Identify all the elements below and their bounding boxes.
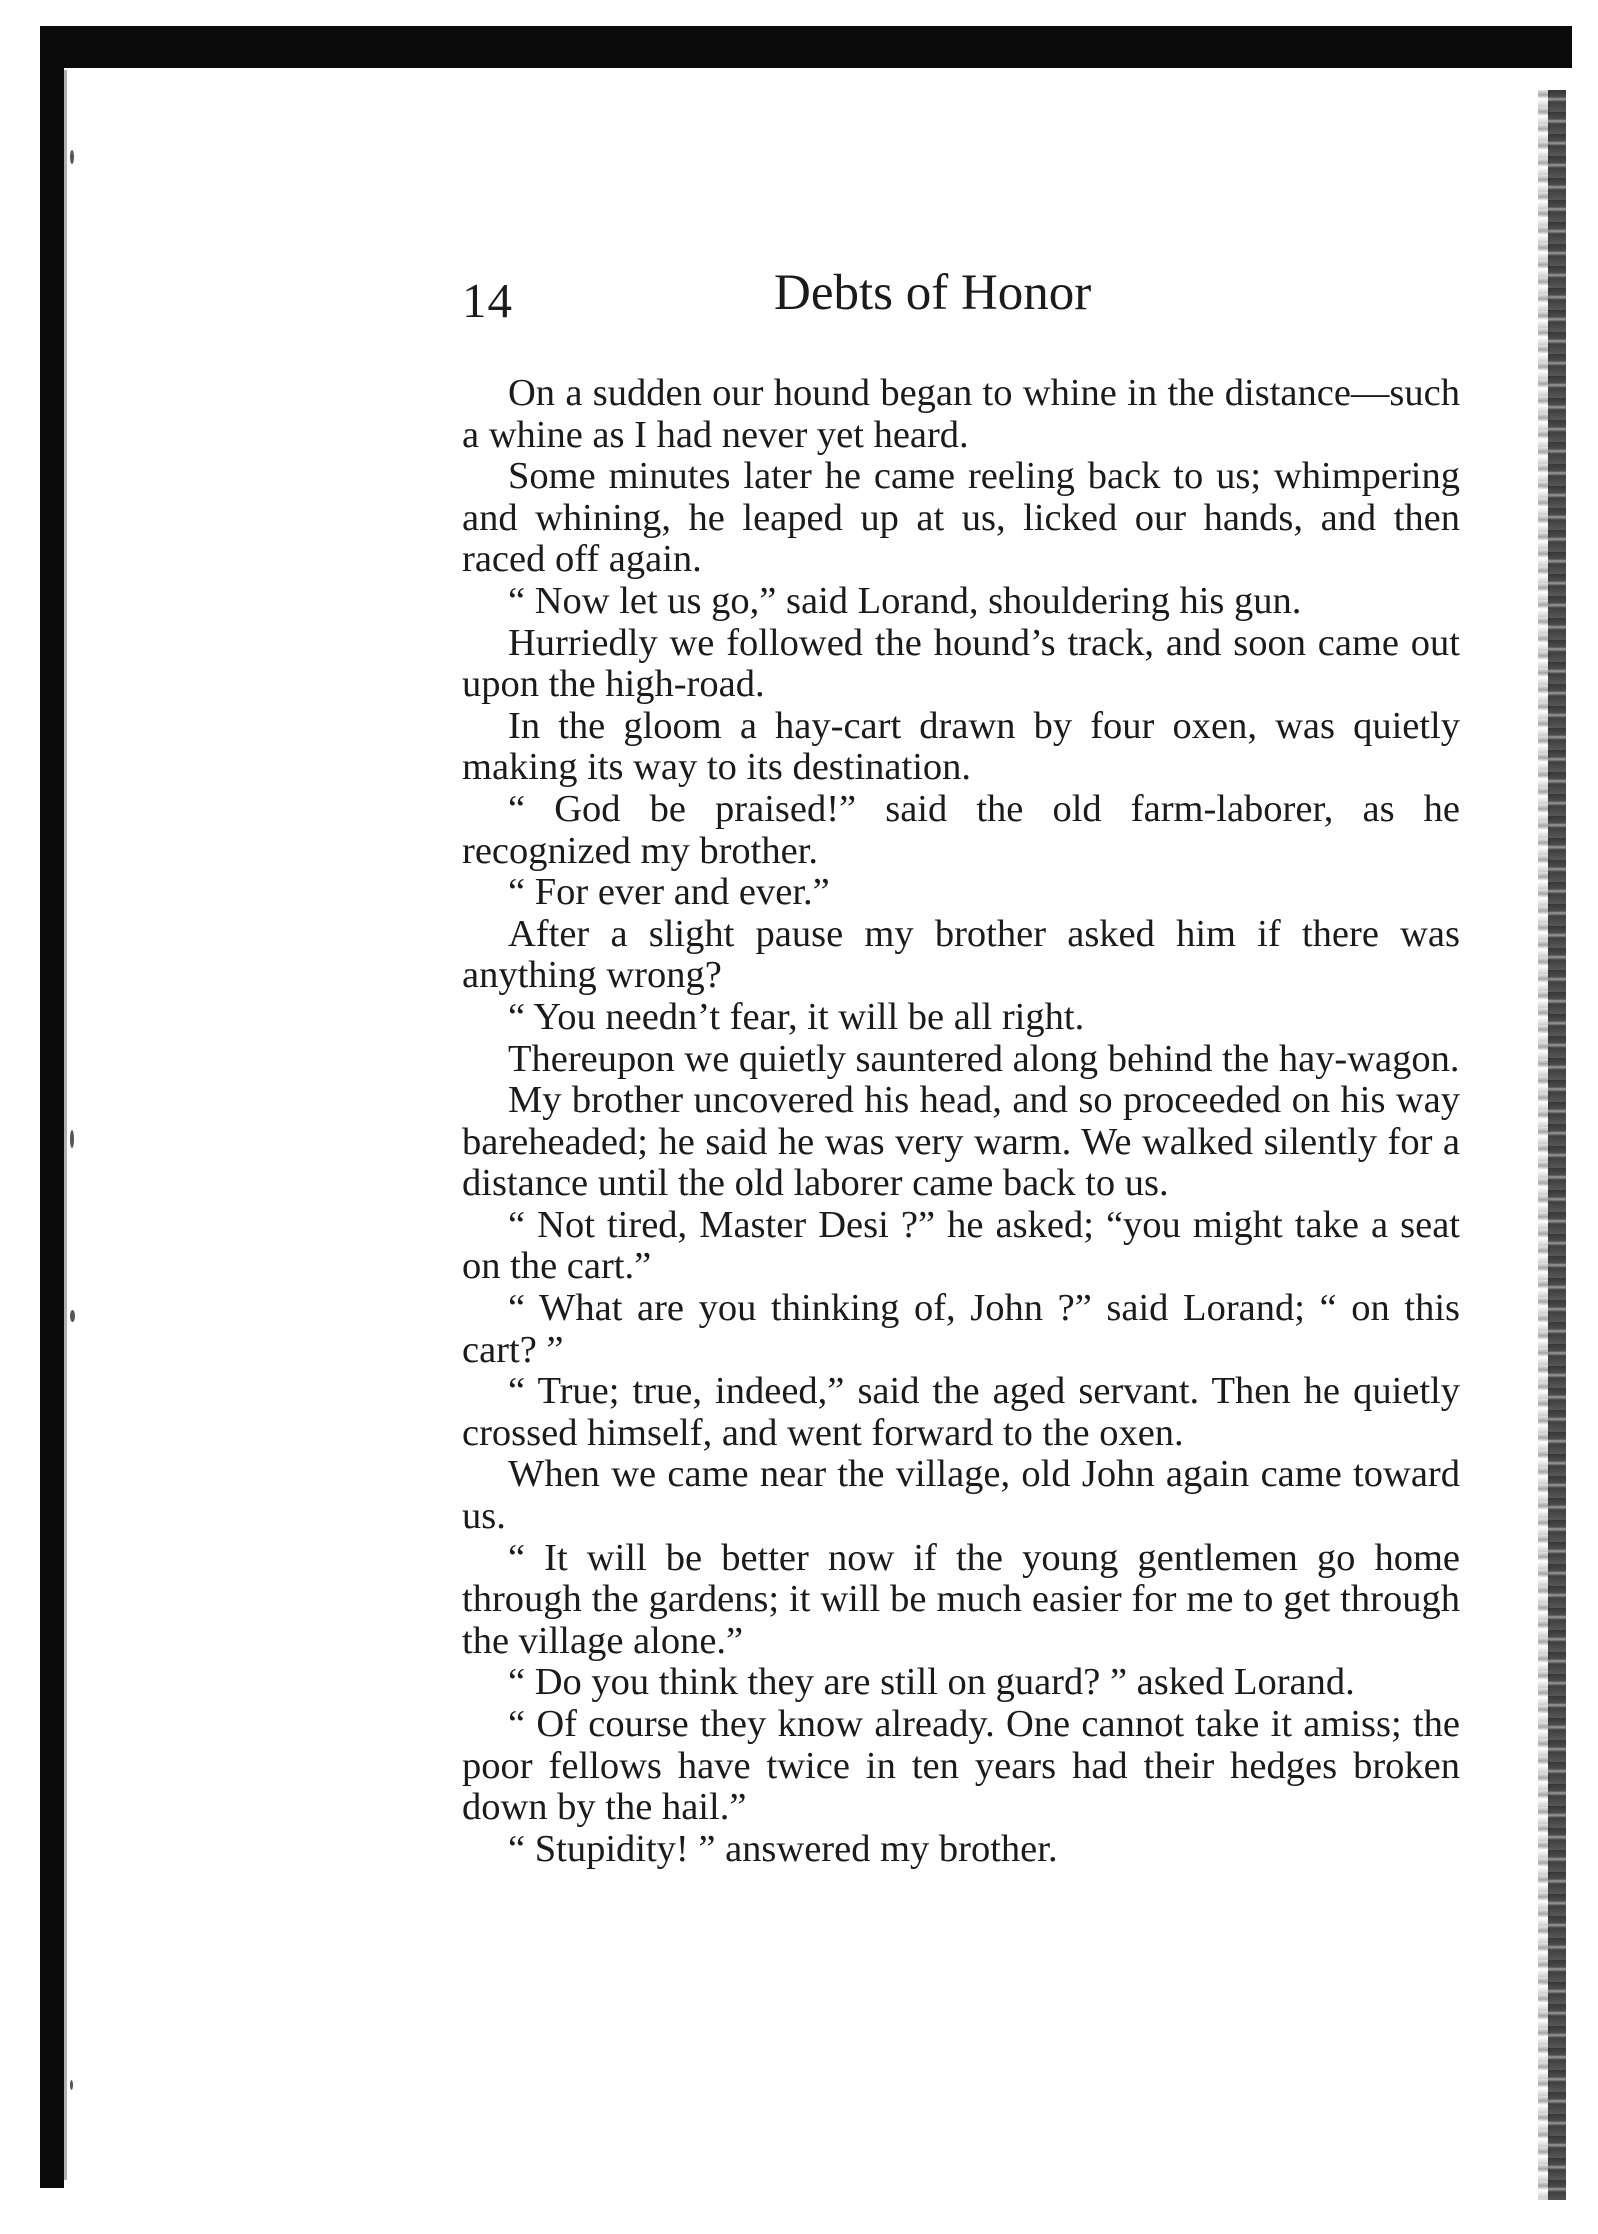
- body-text: [462, 373, 1460, 1870]
- paragraph: “ For ever and ever.”: [508, 871, 830, 914]
- paragraph: After a slight pause my brother asked him if there was anything wrong?: [462, 912, 1460, 997]
- paragraph: When we came near the village, old John again came toward us.: [462, 1453, 1460, 1538]
- paragraph: On a sudden our hound began to whine in the distance—such a whine as I had never yet heard.: [462, 372, 1460, 456]
- paragraph: “ Stupidity! ” answered my brother.: [508, 1827, 1058, 1870]
- page-header: [462, 264, 1462, 344]
- scan-right-border: [1548, 90, 1566, 2200]
- running-title: Debts of Honor: [774, 265, 1092, 321]
- scan-speck: [70, 150, 74, 164]
- paragraph: Hurriedly we followed the hound’s track, and soon came out upon the high-road.: [462, 621, 1460, 706]
- scan-speck: [70, 1310, 75, 1322]
- paragraph: “ What are you thinking of, John ?” said Lorand; “ on this cart? ”: [462, 1287, 1460, 1371]
- scan-left-shadow: [64, 70, 67, 2180]
- paragraph: “ True; true, indeed,” said the aged servant. Then he quietly crossed himself, and went forward to the oxen.: [462, 1370, 1460, 1454]
- paragraph: “ Now let us go,” said Lorand, shouldering his gun.: [508, 579, 1302, 622]
- scan-left-border: [40, 26, 64, 2188]
- paragraph: My brother uncovered his head, and so proceeded on his way bareheaded; he said he was very warm. We walked silently for a distance until the old laborer came back to us.: [462, 1079, 1460, 1205]
- paragraph: “ Do you think they are still on guard? ” asked Lorand.: [508, 1661, 1355, 1704]
- scan-top-border: [40, 26, 1572, 68]
- paragraph: “ You needn’t fear, it will be all right.: [508, 995, 1085, 1038]
- paragraph: “ It will be better now if the young gentlemen go home through the gardens; it will be much easier for me to get through the village alone.”: [462, 1536, 1460, 1662]
- paragraph: In the gloom a hay-cart drawn by four oxen, was quietly making its way to its destination.: [462, 704, 1460, 789]
- page-number: 14: [462, 273, 513, 328]
- scan-speck: [70, 2080, 73, 2090]
- paragraph: “ God be praised!” said the old farm-laborer, as he recognized my brother.: [462, 787, 1460, 872]
- paragraph: “ Of course they know already. One cannot take it amiss; the poor fellows have twice in ten years had their hedges broken down by the hail.”: [462, 1703, 1460, 1829]
- paragraph: “ Not tired, Master Desi ?” he asked; “you might take a seat on the cart.”: [462, 1203, 1460, 1288]
- paragraph: Some minutes later he came reeling back to us; whimpering and whining, he leaped up at us, licked our hands, and then raced off again.: [462, 455, 1460, 581]
- paragraph: Thereupon we quietly sauntered along behind the hay-wagon.: [508, 1037, 1460, 1080]
- scan-speck: [70, 1130, 74, 1148]
